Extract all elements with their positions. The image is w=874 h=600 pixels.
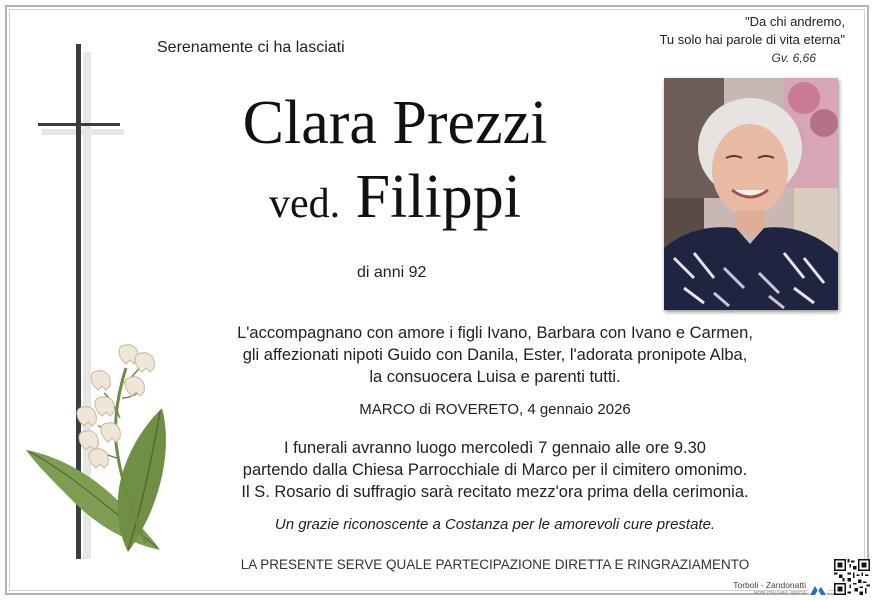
age-text: di anni 92 <box>357 264 427 281</box>
family-paragraph <box>170 322 820 388</box>
deceased-name: Clara Prezzi <box>242 89 548 157</box>
place-date: MARCO di ROVERETO, 4 gennaio 2026 <box>359 401 631 418</box>
family-line: gli affezionati nipoti Guido con Danila, Ester, l'adorata pronipote Alba, <box>242 346 748 364</box>
agency-credit <box>716 581 806 595</box>
quote-line: "Da chi andremo, <box>745 14 845 29</box>
agency-logo-icon <box>809 584 827 596</box>
thanks-note: Un grazie riconoscente a Costanza per le amorevoli cure prestate. <box>274 516 716 533</box>
lily-of-the-valley-icon <box>20 338 180 558</box>
qr-code-icon <box>834 559 870 595</box>
funeral-paragraph <box>170 437 820 503</box>
funeral-line: I funerali avranno luogo mercoledì 7 gennaio alle ore 9.30 <box>284 439 706 457</box>
agency-details: MORI (TN) 0464 - 918715 <box>753 590 806 595</box>
cross-shadow-horizontal <box>42 129 124 135</box>
bible-quote <box>560 13 845 49</box>
family-line: L'accompagnano con amore i figli Ivano, Barbara con Ivano e Carmen, <box>237 324 753 342</box>
funeral-line: Il S. Rosario di suffragio sarà recitato mezz'ora prima della cerimonia. <box>241 483 749 501</box>
quote-reference: Gv. 6,66 <box>771 51 816 65</box>
participation-note: LA PRESENTE SERVE QUALE PARTECIPAZIONE DIRETTA E RINGRAZIAMENTO <box>240 557 750 572</box>
portrait-photo <box>664 78 838 310</box>
quote-line: Tu solo hai parole di vita eterna" <box>659 32 845 47</box>
married-surname: Filippi <box>355 163 522 231</box>
cross-bar <box>38 123 120 126</box>
intro-text: Serenamente ci ha lasciati <box>157 39 345 56</box>
widow-abbreviation: ved. <box>268 181 341 227</box>
family-line: la consuocera Luisa e parenti tutti. <box>369 368 621 386</box>
agency-name: Torboli - Zandonatti <box>733 580 806 590</box>
funeral-line: partendo dalla Chiesa Parrocchiale di Marco per il cimitero omonimo. <box>242 461 748 479</box>
deceased-married-name <box>195 160 595 241</box>
